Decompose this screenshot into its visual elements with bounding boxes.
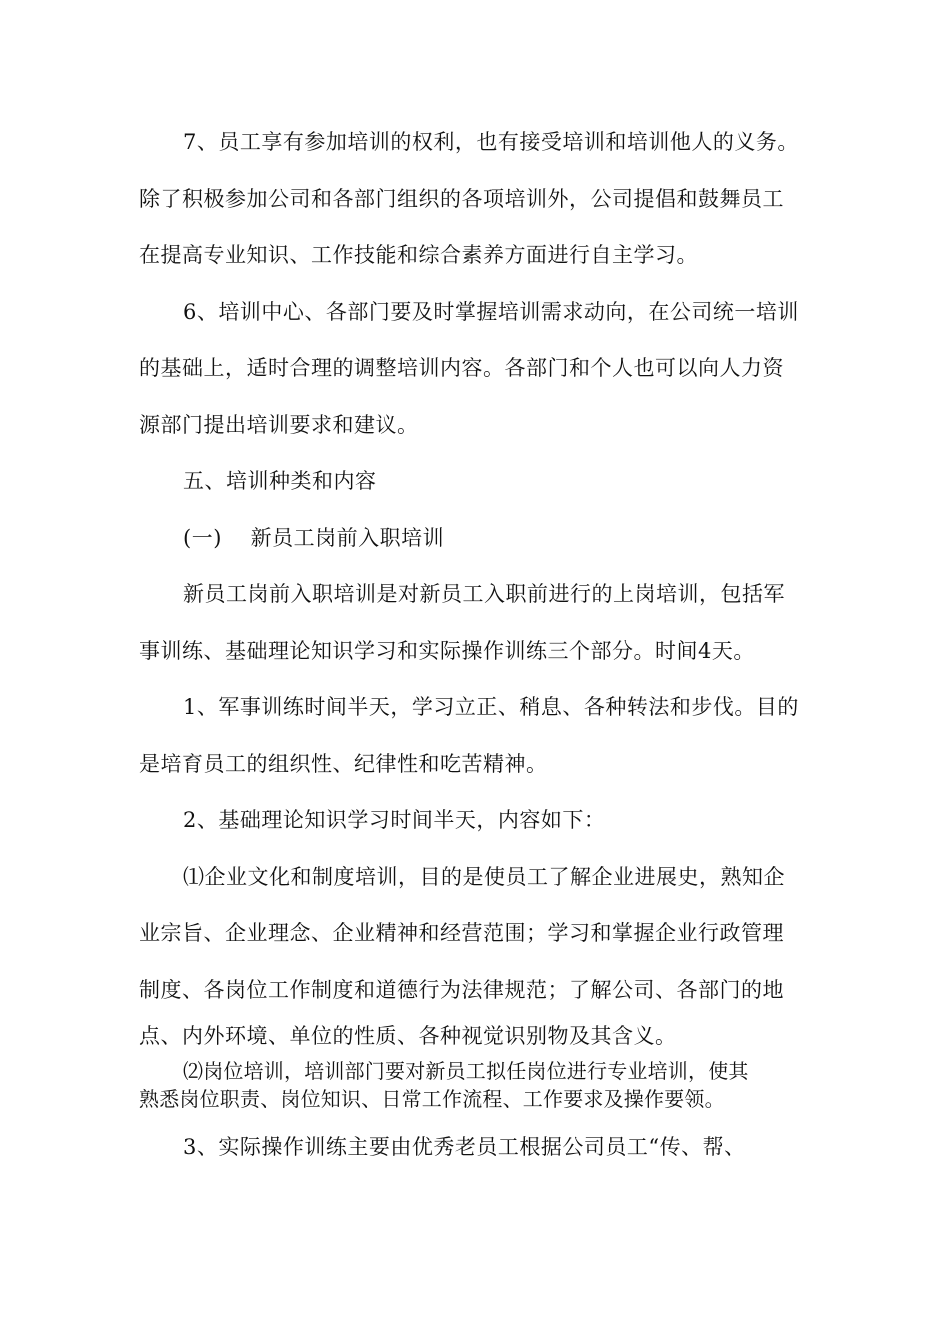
section-heading-5: 五、培训种类和内容 xyxy=(183,469,377,493)
paragraph-6-line-3: 源部门提出培训要求和建议。 xyxy=(139,413,419,437)
item-2-sub-2-line-2: 熟悉岗位职责、岗位知识、日常工作流程、工作要求及操作要领。 xyxy=(139,1087,725,1111)
item-1-line-2: 是培育员工的组织性、纪律性和吃苦精神。 xyxy=(139,752,548,776)
item-1-line-1: 1、军事训练时间半天，学习立正、稍息、各种转法和步伐。目的 xyxy=(183,695,799,719)
item-2-sub-1-line-2: 业宗旨、企业理念、企业精神和经营范围；学习和掌握企业行政管理 xyxy=(139,921,784,945)
item-3-line-1: 3、实际操作训练主要由优秀老员工根据公司员工“传、帮、 xyxy=(183,1135,746,1159)
paragraph-7-line-3: 在提高专业知识、工作技能和综合素养方面进行自主学习。 xyxy=(139,243,698,267)
item-2-sub-1-line-4: 点、内外环境、单位的性质、各种视觉识别物及其含义。 xyxy=(139,1024,677,1048)
subsection-heading-1: (一) 新员工岗前入职培训 xyxy=(183,526,445,550)
paragraph-7-line-2: 除了积极参加公司和各部门组织的各项培训外，公司提倡和鼓舞员工 xyxy=(139,187,784,211)
item-2-sub-1-line-3: 制度、各岗位工作制度和道德行为法律规范；了解公司、各部门的地 xyxy=(139,978,784,1002)
item-2-line-1: 2、基础理论知识学习时间半天，内容如下： xyxy=(183,808,606,832)
paragraph-7-line-1: 7、员工享有参加培训的权利，也有接受培训和培训他人的义务。 xyxy=(183,130,799,154)
item-2-sub-2-line-1: ⑵岗位培训，培训部门要对新员工拟任岗位进行专业培训，使其 xyxy=(183,1059,749,1083)
item-2-sub-1-line-1: ⑴企业文化和制度培训，目的是使员工了解企业进展史，熟知企 xyxy=(183,865,785,889)
paragraph-6-line-2: 的基础上，适时合理的调整培训内容。各部门和个人也可以向人力资 xyxy=(139,356,784,380)
intro-paragraph-line-1: 新员工岗前入职培训是对新员工入职前进行的上岗培训，包括军 xyxy=(183,582,785,606)
intro-paragraph-line-2: 事训练、基础理论知识学习和实际操作训练三个部分。时间4天。 xyxy=(139,639,755,663)
paragraph-6-line-1: 6、培训中心、各部门要及时掌握培训需求动向，在公司统一培训 xyxy=(183,300,799,324)
